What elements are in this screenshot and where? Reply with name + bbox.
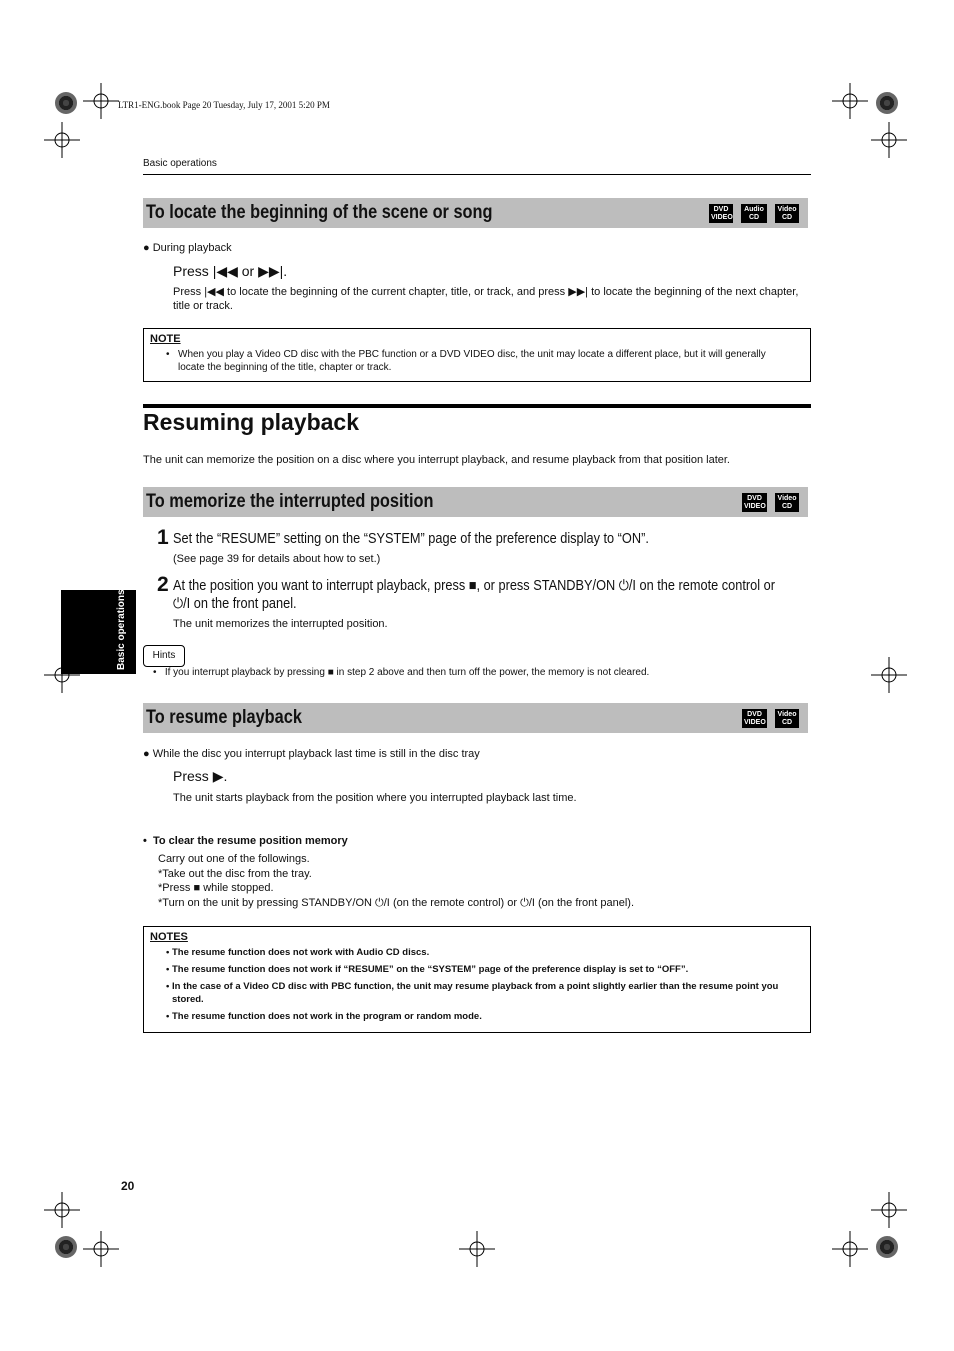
crop-mark-bottom-left (83, 1231, 119, 1267)
bullet-icon: ● (143, 748, 150, 760)
note-item: • When you play a Video CD disc with the PBC function or a DVD VIDEO disc, the unit may locate a different place, but it will generally locate the beginning of the title, chapter or track. (150, 348, 804, 374)
crop-mark-top-left (83, 83, 119, 119)
notes-title: NOTES (150, 931, 188, 943)
color-target-bottom-left (55, 1236, 77, 1258)
video-cd-badge: Video CD (775, 709, 799, 728)
section-bar-memorize (143, 487, 808, 517)
bullet: • (143, 835, 153, 847)
stop-icon: ■ (193, 882, 201, 894)
step-2-text (173, 577, 789, 613)
clear-item-1: *Take out the disc from the tray. (158, 867, 312, 880)
clear-item-2-a: *Press (158, 882, 191, 894)
play-icon: ▶ (212, 768, 224, 784)
running-header: Basic operations (143, 158, 217, 169)
locate-condition (143, 242, 232, 254)
locate-description (173, 285, 809, 313)
step-2-part-d: on the front panel. (193, 596, 297, 612)
hints-label: Hints (152, 650, 176, 661)
skip-forward-icon: ▶▶| (568, 286, 589, 298)
crop-mark-top-right (832, 83, 868, 119)
crop-mark-right-top (871, 122, 907, 158)
clear-intro: Carry out one of the followings. (158, 853, 310, 865)
desc-middle: to locate the beginning of the current chapter, title, or track, and press (227, 286, 566, 298)
clear-title (143, 835, 348, 847)
clear-item-3-a: *Turn on the unit by pressing STANDBY/ON (158, 896, 372, 909)
desc-end: to locate the beginning of the next chapter, title or track. (173, 286, 799, 312)
header-rule (143, 174, 811, 175)
clear-title-text: To clear the resume position memory (152, 835, 348, 847)
skip-back-icon: |◀◀ (204, 286, 224, 298)
crop-mark-left-top (44, 122, 80, 158)
desc-press: Press (173, 286, 202, 298)
note-item-1: • The resume function does not work with Audio CD discs. (150, 946, 804, 959)
locate-condition-text: During playback (152, 242, 232, 254)
step-1-number: 1 (157, 526, 169, 549)
clear-item-3 (158, 896, 634, 911)
crop-mark-bottom-right (832, 1231, 868, 1267)
clear-item-3-b: (on the remote control) or (392, 896, 518, 909)
step-2-part-a: At the position you want to interrupt playback, press (173, 578, 466, 594)
resume-press-line (173, 768, 227, 785)
standby-on-icon: ⏻/I (375, 896, 390, 909)
or-label: or (241, 263, 255, 279)
hint-part-b: in step 2 above and then turn off the power, the memory is not cleared. (336, 667, 650, 678)
press-label: Press (173, 768, 209, 784)
page-number: 20 (121, 1179, 135, 1193)
video-cd-badge: Video CD (775, 493, 799, 512)
bullet-icon: ● (143, 242, 150, 254)
side-tab (61, 590, 136, 674)
step-1-subtext: (See page 39 for details about how to set.) (173, 553, 381, 565)
note-item-4: • The resume function does not work in the program or random mode. (150, 1010, 804, 1023)
resume-condition-text: While the disc you interrupt playback last time is still in the disc tray (152, 748, 480, 760)
step-2-number: 2 (157, 573, 169, 596)
note-item-2: • The resume function does not work if “RESUME” on the “SYSTEM” page of the preference display is set to “OFF”. (150, 963, 804, 976)
hint-part-a: If you interrupt playback by pressing (164, 667, 325, 678)
stop-icon: ■ (468, 578, 477, 594)
locate-press-line (173, 263, 287, 280)
side-tab-label: Basic operations (116, 589, 127, 670)
section-bar-locate (143, 198, 808, 228)
color-target-bottom-right (876, 1236, 898, 1258)
skip-back-icon: |◀◀ (212, 263, 238, 279)
bullet: • (153, 667, 163, 678)
crop-mark-right-middle (871, 657, 907, 693)
resume-description: The unit starts playback from the position where you interrupted playback last time. (173, 792, 577, 804)
resume-condition (143, 748, 480, 760)
stop-icon: ■ (327, 667, 334, 678)
crop-mark-bottom-center (459, 1231, 495, 1267)
heading-rule (143, 404, 811, 408)
step-1-text: Set the “RESUME” setting on the “SYSTEM” page of the preference display to “ON”. (173, 531, 649, 547)
note-box (143, 328, 811, 382)
note-item-3: • In the case of a Video CD disc with PBC function, the unit may resume playback from a point slightly earlier than the resume point you stored. (150, 980, 804, 1006)
clear-item-3-c: (on the front panel). (538, 896, 635, 909)
section-title-locate: To locate the beginning of the scene or song (146, 202, 493, 223)
section-title-resume: To resume playback (146, 707, 302, 728)
hint-item (153, 667, 649, 678)
step-2-part-b: , or press STANDBY/ON (476, 578, 616, 594)
audio-cd-badge: Audio CD (741, 204, 767, 223)
press-label: Press (173, 263, 209, 279)
standby-on-icon: ⏻/I (618, 578, 636, 594)
standby-on-icon: ⏻/I (173, 596, 191, 612)
print-info: LTR1-ENG.book Page 20 Tuesday, July 17, 2001 5:20 PM (118, 100, 330, 110)
skip-forward-icon: ▶▶| (258, 263, 284, 279)
step-2-part-c: on the remote control or (639, 578, 775, 594)
dvd-video-badge: DVD VIDEO (711, 206, 733, 221)
note-title: NOTE (150, 333, 181, 345)
hints-icon (143, 645, 185, 667)
crop-mark-right-bottom (871, 1192, 907, 1228)
notes-box (143, 926, 811, 1033)
section-title-memorize: To memorize the interrupted position (146, 491, 434, 512)
section-bar-resume (143, 703, 808, 733)
color-target-top-right (876, 92, 898, 114)
video-cd-badge: Video CD (775, 204, 799, 223)
dvd-video-badge: DVD VIDEO (744, 495, 766, 510)
clear-item-2-b: while stopped. (203, 882, 274, 894)
clear-item-2 (158, 881, 634, 896)
color-target-top-left (55, 92, 77, 114)
standby-on-icon: ⏻/I (520, 896, 535, 909)
page-title: Resuming playback (143, 409, 360, 435)
resuming-intro: The unit can memorize the position on a disc where you interrupt playback, and resume playback from that position later. (143, 454, 730, 466)
clear-list (158, 852, 634, 910)
period: . (283, 263, 288, 279)
crop-mark-left-bottom (44, 1192, 80, 1228)
period: . (223, 768, 228, 784)
dvd-video-badge: DVD VIDEO (744, 711, 766, 726)
step-2-subtext: The unit memorizes the interrupted position. (173, 618, 388, 630)
